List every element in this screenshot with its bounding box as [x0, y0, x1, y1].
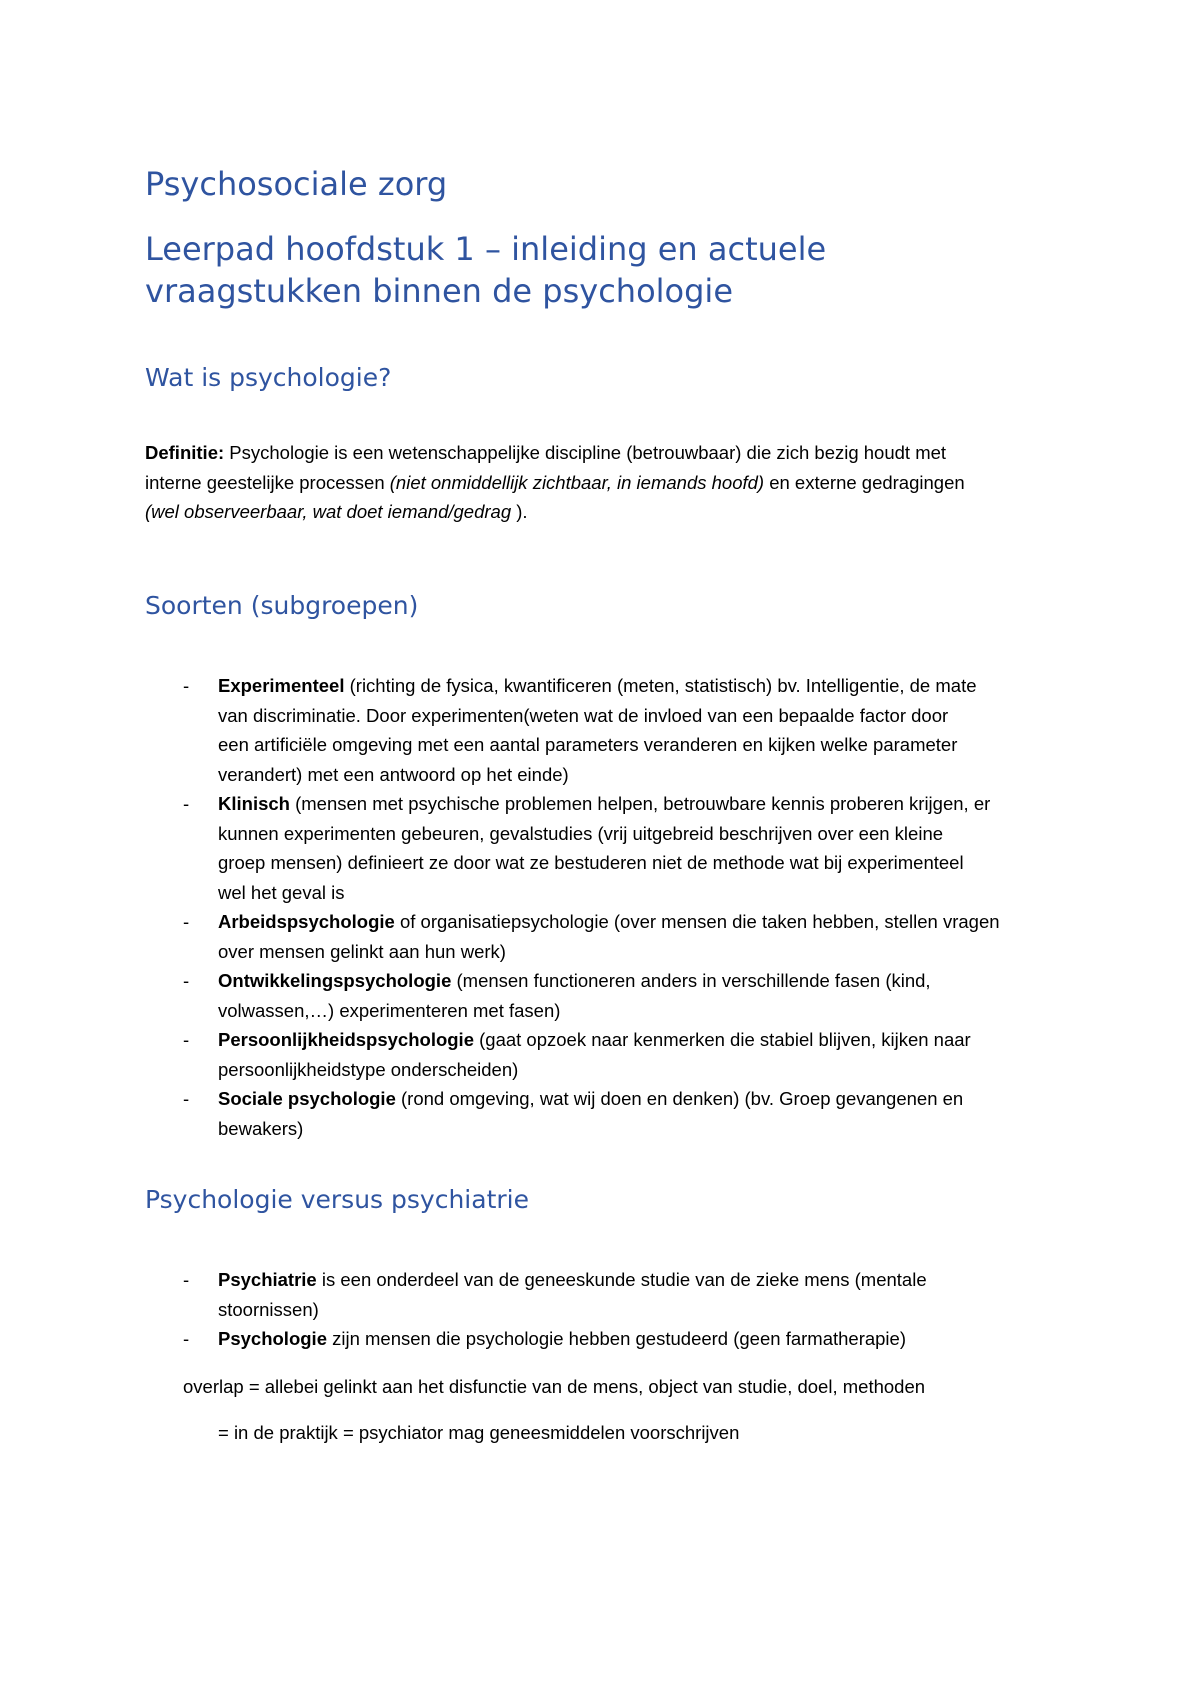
- list-item-line: volwassen,…) experimenteren met fasen): [218, 999, 561, 1021]
- heading-psychologie-versus-psychiatrie: Psychologie versus psychiatrie: [145, 1185, 529, 1214]
- list-item: [0, 671, 1098, 789]
- list-item: [0, 966, 1098, 1025]
- list-dash: -: [183, 793, 190, 814]
- list-item: [0, 1084, 1098, 1143]
- definition-paragraph: [145, 438, 1065, 527]
- list-item-term: Psychiatrie: [218, 1269, 317, 1290]
- list-dash: -: [183, 911, 190, 932]
- list-item-text: (mensen met psychische problemen helpen, betrouwbare kennis proberen krijgen, er: [289, 793, 991, 814]
- list-item-line: persoonlijkheidstype onderscheiden): [218, 1058, 519, 1080]
- list-item-line: groep mensen) definieert ze door wat ze bestuderen niet de methode wat bij experimenteel: [218, 852, 964, 873]
- list-dash: -: [183, 1088, 190, 1109]
- list-item-line: stoornissen): [218, 1298, 319, 1320]
- definition-line: [145, 468, 1065, 498]
- list-item-text: (richting de fysica, kwantificeren (meten, statistisch) bv. Intelligentie, de mate: [344, 675, 977, 696]
- praktijk-text: = in de praktijk = psychiator mag geneesmiddelen voorschrijven: [218, 1422, 740, 1443]
- subtitle-line: Leerpad hoofdstuk 1 – inleiding en actuele: [145, 230, 827, 268]
- definition-text: ).: [516, 501, 528, 522]
- definition-text: Psychologie is een wetenschappelijke discipline (betrouwbaar) die zich bezig houdt met: [224, 442, 947, 463]
- subtitle-line: vraagstukken binnen de psychologie: [145, 272, 733, 310]
- document-title: Psychosociale zorg: [145, 165, 448, 203]
- list-item-text: zijn mensen die psychologie hebben gestudeerd (geen farmatherapie): [326, 1328, 906, 1349]
- definition-text: interne geestelijke processen: [145, 471, 390, 493]
- definition-italic-text: (wel observeerbaar, wat doet iemand/gedrag: [145, 501, 517, 522]
- list-item-line: wel het geval is: [218, 881, 345, 903]
- list-dash: -: [183, 1029, 190, 1050]
- list-item-text: (mensen functioneren anders in verschillende fasen (kind,: [451, 970, 931, 991]
- list-item-line: bewakers): [218, 1117, 304, 1139]
- list-item-text: of organisatiepsychologie (over mensen die taken hebben, stellen vragen: [394, 911, 1000, 932]
- list-item-line: [218, 789, 1098, 819]
- definition-line: [145, 438, 1065, 468]
- overlap-text: overlap = allebei gelinkt aan het disfunctie van de mens, object van studie, doel, methoden: [183, 1376, 926, 1397]
- list-item-line: kunnen experimenten gebeuren, gevalstudies (vrij uitgebreid beschrijven over een kleine: [218, 822, 944, 844]
- list-item-line: [218, 1265, 1098, 1295]
- list-dash: -: [183, 675, 190, 696]
- list-item-line: [218, 671, 1098, 701]
- list-item-term: Ontwikkelingspsychologie: [218, 970, 452, 991]
- list-item: [0, 907, 1098, 966]
- definition-label: Definitie:: [145, 442, 225, 463]
- list-dash: -: [183, 1328, 190, 1349]
- list-item-line: verandert) met een antwoord op het einde): [218, 763, 569, 785]
- list-item-term: Klinisch: [218, 793, 290, 814]
- soorten-list: [0, 671, 1098, 1143]
- list-item-line: [218, 1084, 1098, 1114]
- list-item: [0, 1324, 1098, 1354]
- list-item-text: (rond omgeving, wat wij doen en denken) (bv. Groep gevangenen en: [395, 1088, 964, 1109]
- list-item-line: een artificiële omgeving met een aantal parameters veranderen en kijken welke parameter: [218, 734, 958, 755]
- list-item: [0, 1265, 1098, 1324]
- list-item-line: [218, 1025, 1098, 1055]
- list-item: [0, 789, 1098, 907]
- list-item-term: Arbeidspsychologie: [218, 911, 395, 932]
- list-item-term: Persoonlijkheidspsychologie: [218, 1029, 474, 1050]
- document-subtitle: [145, 228, 1105, 312]
- list-item-text: (gaat opzoek naar kenmerken die stabiel blijven, kijken naar: [473, 1029, 971, 1050]
- list-item-text: is een onderdeel van de geneeskunde studie van de zieke mens (mentale: [316, 1269, 927, 1290]
- versus-list: [0, 1265, 1098, 1354]
- list-item-term: Sociale psychologie: [218, 1088, 396, 1109]
- list-item-line: [218, 1324, 1098, 1354]
- list-item: [0, 1025, 1098, 1084]
- definition-line: [145, 497, 1065, 527]
- list-item-line: [218, 907, 1098, 937]
- heading-soorten: Soorten (subgroepen): [145, 591, 419, 620]
- list-item-line: van discriminatie. Door experimenten(weten wat de invloed van een bepaalde factor door: [218, 704, 949, 726]
- list-item-term: Psychologie: [218, 1328, 327, 1349]
- list-item-line: over mensen gelinkt aan hun werk): [218, 940, 506, 962]
- list-item-line: [218, 966, 1098, 996]
- heading-wat-is-psychologie: Wat is psychologie?: [145, 363, 392, 392]
- definition-text: en externe gedragingen: [764, 471, 965, 493]
- list-item-term: Experimenteel: [218, 675, 345, 696]
- list-dash: -: [183, 1269, 190, 1290]
- definition-italic-text: (niet onmiddellijk zichtbaar, in iemands hoofd): [389, 471, 765, 493]
- list-dash: -: [183, 970, 190, 991]
